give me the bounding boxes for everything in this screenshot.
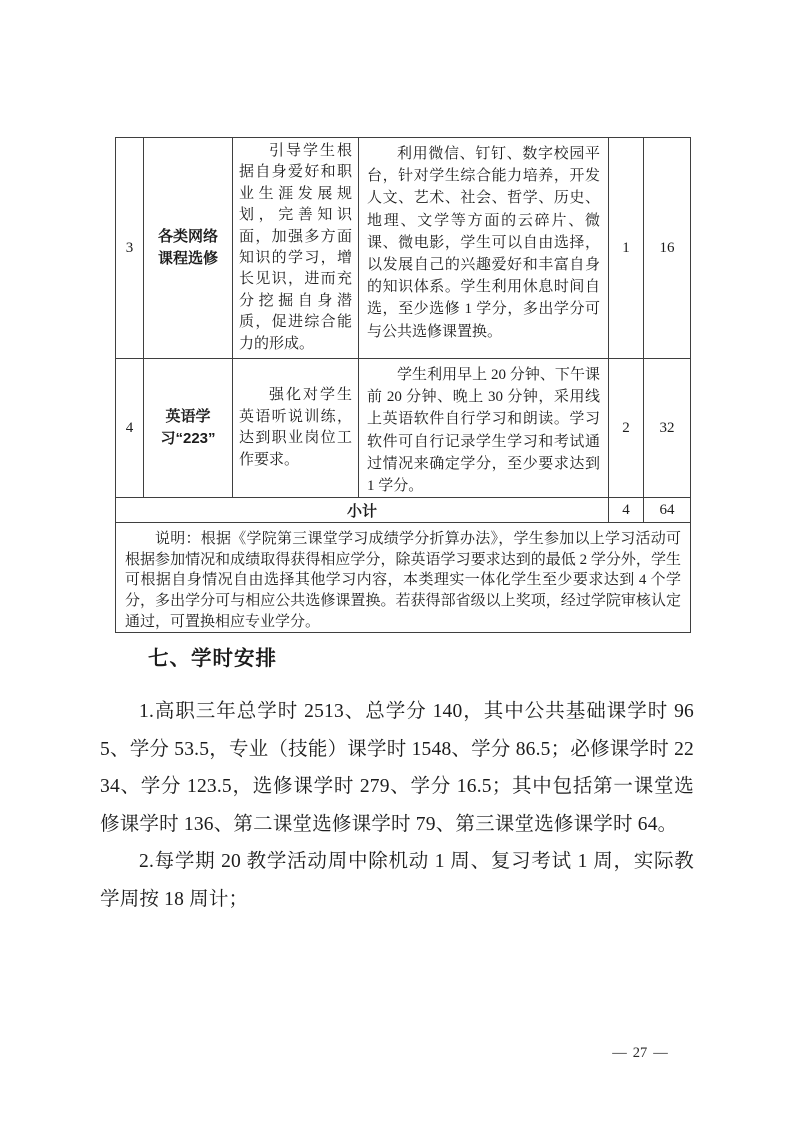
table-note-cell: 说明：根据《学院第三课堂学习成绩学分折算办法》，学生参加以上学习活动可根据参加情况和成绩取得获得相应学分，除英语学习要求达到的最低 2 学分外，学生可根据自身情况自由选择其他学习内容，本类理实一体化学生至少要求达到 4 个学分，多出学分可与相应公共选修课置换。若获得部省级以上奖项，经过学院审核认定通过，可置换相应专业学分。 xyxy=(116,523,691,633)
row3-number-cell: 3 xyxy=(116,138,144,359)
row4-number-cell: 4 xyxy=(116,359,144,498)
row3-course-name: 各类网络课程选修 xyxy=(157,228,218,268)
table-row-course-3 xyxy=(116,138,691,359)
row3-course-name-cell xyxy=(144,138,233,359)
row3-description-cell: 利用微信、钉钉、数字校园平台，针对学生综合能力培养，开发人文、艺术、社会、哲学、历史、地理、文学等方面的云碎片、微课、微电影，学生可以自由选择，以发展自己的兴趣爱好和丰富自身的知识体系。学生利用休息时间自选，至少选修 1 学分，多出学分可与公共选修课置换。 xyxy=(359,138,609,359)
row4-hours-cell: 32 xyxy=(644,359,691,498)
subtotal-label-cell: 小计 xyxy=(116,498,609,523)
page-number: 27 xyxy=(632,1045,648,1061)
course-table xyxy=(115,137,691,633)
hours-arrangement-section xyxy=(100,641,694,918)
row4-course-name: 英语学习“223” xyxy=(160,408,216,448)
table-row-course-4 xyxy=(116,359,691,498)
subtotal-hours-cell: 64 xyxy=(644,498,691,523)
table-row-note xyxy=(116,523,691,633)
row3-hours-cell: 16 xyxy=(644,138,691,359)
row4-credits-cell: 2 xyxy=(609,359,644,498)
section-heading: 七、学时安排 xyxy=(148,647,277,670)
footer-dash-left: — xyxy=(612,1045,627,1061)
footer-dash-right: — xyxy=(653,1045,668,1061)
page-footer xyxy=(600,1045,680,1062)
table-row-subtotal xyxy=(116,498,691,523)
subtotal-credits-cell: 4 xyxy=(609,498,644,523)
row3-credits-cell: 1 xyxy=(609,138,644,359)
row4-course-name-cell xyxy=(144,359,233,498)
row4-objective-cell: 强化对学生英语听说训练，达到职业岗位工作要求。 xyxy=(233,359,359,498)
paragraph-teaching-weeks: 2.每学期 20 教学活动周中除机动 1 周、复习考试 1 周，实际教学周按 18 周计； xyxy=(100,851,694,910)
row3-objective-cell: 引导学生根据自身爱好和职业生涯发展规划，完善知识面，加强多方面知识的学习，增长见识，进而充分挖掘自身潜质，促进综合能力的形成。 xyxy=(233,138,359,359)
paragraph-total-hours: 1.高职三年总学时 2513、总学分 140，其中公共基础课学时 965、学分 53.5，专业（技能）课学时 1548、学分 86.5；必修课学时 2234、学分 123.5，选修课学时 279、学分 16.5；其中包括第一课堂选修课学时 136、第二课堂选修课学时 79、第三课堂选修课学时 64。 xyxy=(100,701,694,835)
course-table-container xyxy=(115,137,690,633)
row4-description-cell: 学生利用早上 20 分钟、下午课前 20 分钟、晚上 30 分钟，采用线上英语软件自行学习和朗读。学习软件可自行记录学生学习和考试通过情况来确定学分，至少要求达到 1 学分。 xyxy=(359,359,609,498)
